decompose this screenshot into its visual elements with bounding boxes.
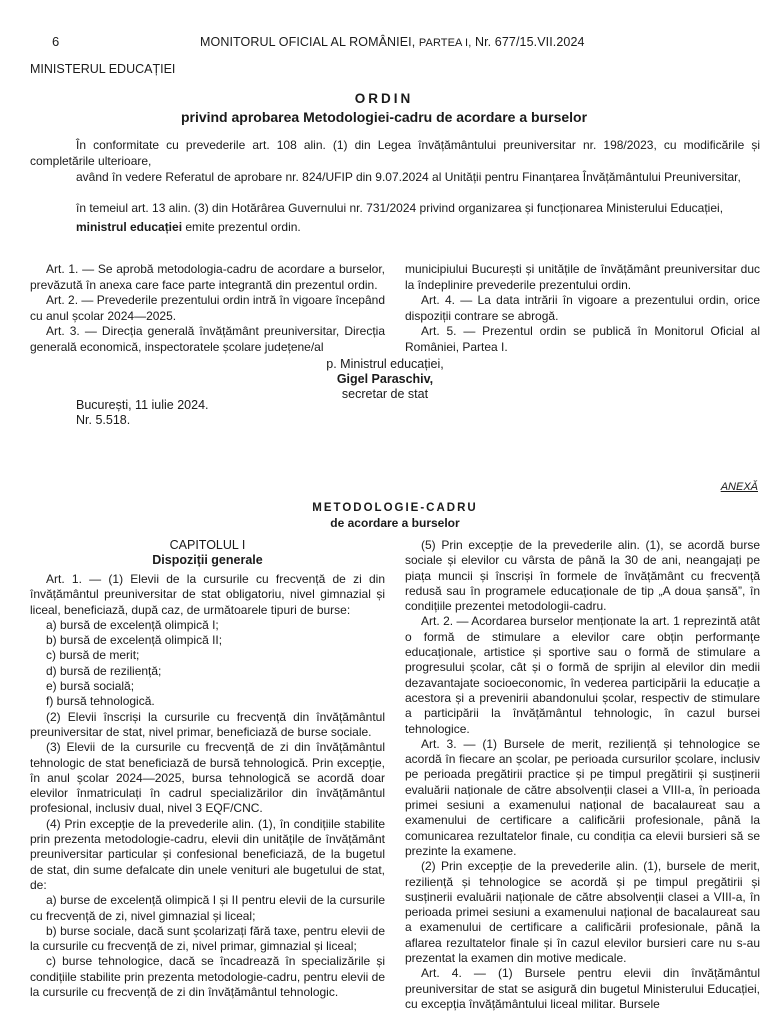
methodology-subtitle: de acordare a burselor <box>330 516 460 530</box>
ordin-art3: Art. 3. — Direcția generală învățământ preuniversitar, Direcția generală economică, inspectoratele școlare județene/al <box>30 324 385 354</box>
running-header <box>200 35 585 49</box>
ordin-art1: Art. 1. — Se aprobă metodologia-cadru de acordare a burselor, prevăzută în anexa care face parte integrantă din prezentul ordin. <box>30 262 385 292</box>
list-item: c) bursă de merit; <box>46 648 140 663</box>
place-date: București, 11 iulie 2024. <box>76 398 209 412</box>
paragraph: (5) Prin excepție de la prevederile alin. (1), se acordă burse sociale și elevilor cu vârsta de până la 30 de ani, neangajați pe piața muncii și înscriși în formele de învățământ cu frecvență redusă sau în programele educaționale de tip „A doua șansă”, în condițiile prezentei metodologii-cadru. <box>405 538 760 614</box>
paragraph: (2) Elevii înscriși la cursurile cu frecvență din învățământul preuniversitar de stat, nivel primar, beneficiază de burse sociale. <box>30 709 385 739</box>
journal-name: MONITORUL OFICIAL AL ROMÂNIEI, <box>200 35 416 49</box>
paragraph: Art. 3. — (1) Bursele de merit, reziliență și tehnologice se acordă în fiecare an școlar, pe perioada cursurilor școlare, inclusiv pe perioada pregătirii practice și pe timpul pregătirii și susținerii evaluării naționale de către absolvenții clasei a VIII-a, în perioada primei sesiuni a examenului național de bacalaureat sau a examenului de certificare a calificării profesionale, până la comunicarea rezultatelor finale, cu condiția ca elevii bursieri să se prezinte la examene. <box>405 736 760 858</box>
list-item: d) bursă de reziliență; <box>46 663 162 678</box>
ordin-art4: Art. 4. — La data intrării în vigoare a prezentului ordin, orice dispoziții contrare se abrogă. <box>405 293 760 323</box>
signature-block <box>310 357 460 402</box>
preamble-referral: având în vedere Referatul de aprobare nr. 824/UFIP din 9.07.2024 al Unității pentru Finanțarea Învățământului Preuniversitar, <box>76 170 741 184</box>
issuer-name: ministrul educației <box>76 220 183 234</box>
ordin-articles-left <box>30 262 385 356</box>
methodology-right-column <box>405 538 760 1012</box>
page-number: 6 <box>52 34 60 49</box>
preamble-issuer <box>30 219 760 235</box>
preamble-government-decision: în temeiul art. 13 alin. (3) din Hotărârea Guvernului nr. 731/2024 privind organizarea și funcționarea Ministerului Educației, <box>76 201 724 215</box>
list-item: b) bursă de excelență olimpică II; <box>46 633 223 648</box>
place-date-block <box>76 398 209 428</box>
paragraph: (2) Prin excepție de la prevederile alin. (1), bursele de merit, reziliență și tehnologice se acordă și pe timpul pregătirii și susținerii evaluării naționale de către absolvenții clasei a VIII-a, în perioada primei sesiuni a examenului național de bacalaureat sau a examenului de certificare a calificării profesionale, până la aflarea rezultatelor finale și în cazul elevilor bursieri care nu s-au prezentat la examen din motive medicale. <box>405 859 760 966</box>
paragraph: Art. 1. — (1) Elevii de la cursurile cu frecvență de zi din învățământul preuniversitar de stat obligatoriu, nivel gimnazial și liceal, beneficiază, după caz, de următoarele tipuri de burse: <box>30 572 385 617</box>
list-item: f) bursă tehnologică. <box>46 694 155 709</box>
signatory-name: Gigel Paraschiv, <box>336 372 434 386</box>
paragraph: Art. 2. — Acordarea burselor menționate la art. 1 reprezintă atât o formă de stimulare a elevilor care obțin performanțe educaționale, artistice și sportive sau o formă de stimulare a progresului școlar, cât și o formă de sprijin al elevilor din medii dezavantajate socioeconomic, în vederea participării la educație a acestora și a prevenirii abandonului școlar, respectiv de stimulare a participării la învățământul tehnologic, în cazul bursei tehnologice. <box>405 614 760 736</box>
ordin-art2: Art. 2. — Prevederile prezentului ordin intră în vigoare începând cu anul școlar 2024—2025. <box>30 293 385 323</box>
ordin-title: ORDIN <box>354 91 414 106</box>
chapter-title: Dispoziții generale <box>152 553 263 567</box>
list-item: c) burse tehnologice, dacă se încadrează în specializările și condițiile stabilite prin prezenta metodologie-cadru, pentru elevii de la cursurile cu frecvență de zi din învățământul tehnologic. <box>30 954 385 1000</box>
paragraph: (4) Prin excepție de la prevederile alin. (1), în condițiile stabilite prin prezenta metodologie-cadru, elevii din unitățile de învățământ preuniversitar particular și confesional beneficiază, de la bugetul de stat, din sume defalcate din unele venituri ale bugetului de stat, de: <box>30 816 385 892</box>
annex-label: ANEXĂ <box>720 481 758 493</box>
list-item: e) bursă socială; <box>46 679 135 694</box>
list-item: a) burse de excelență olimpică I și II pentru elevii de la cursurile cu frecvență de zi, nivel gimnazial și liceal; <box>30 893 385 923</box>
paragraph: (3) Elevii de la cursurile cu frecvență de zi din învățământul tehnologic de stat beneficiază de bursă tehnologică. Prin excepție, în anul școlar 2024—2025, bursa tehnologică se acordă doar elevilor înmatriculați în cadrul specializărilor din învățământul profesional, inclusiv dual, nivel 3 EQF/CNC. <box>30 740 385 816</box>
journal-part: PARTEA I, <box>418 37 472 49</box>
methodology-left-column <box>30 572 385 1000</box>
issuer-statement: emite prezentul ordin. <box>182 220 301 234</box>
list-item: b) burse sociale, dacă sunt școlarizați fără taxe, pentru elevii de la cursurile cu frecvență de zi, nivel primar, gimnazial și liceal; <box>30 923 385 954</box>
signature-line: p. Ministrul educației, <box>326 357 444 371</box>
journal-issue: Nr. 677/15.VII.2024 <box>474 35 585 49</box>
ministry-name: MINISTERUL EDUCAȚIEI <box>30 62 176 76</box>
preamble-legal-basis: În conformitate cu prevederile art. 108 alin. (1) din Legea învățământului preuniversitar nr. 198/2023, cu modificările și completările ulterioare, <box>30 138 760 168</box>
list-item: a) bursă de excelență olimpică I; <box>46 617 219 632</box>
ordin-number: Nr. 5.518. <box>76 413 131 427</box>
methodology-title: METODOLOGIE-CADRU <box>312 502 478 514</box>
ordin-art5: Art. 5. — Prezentul ordin se publică în Monitorul Oficial al României, Partea I. <box>405 324 760 354</box>
ordin-subtitle: privind aprobarea Metodologiei-cadru de acordare a burselor <box>180 109 588 125</box>
ordin-art3-cont: municipiului București și unitățile de învățământ preuniversitar duc la îndeplinire prevederile prezentului ordin. <box>405 262 760 292</box>
signatory-role: secretar de stat <box>341 387 429 401</box>
chapter-number: CAPITOLUL I <box>169 538 246 552</box>
paragraph: Art. 4. — (1) Bursele pentru elevii din învățământul preuniversitar de stat se asigură din bugetul Ministerului Educației, cu excepția învățământului liceal militar. Bursele <box>405 966 760 1011</box>
ordin-articles-right <box>405 262 760 356</box>
